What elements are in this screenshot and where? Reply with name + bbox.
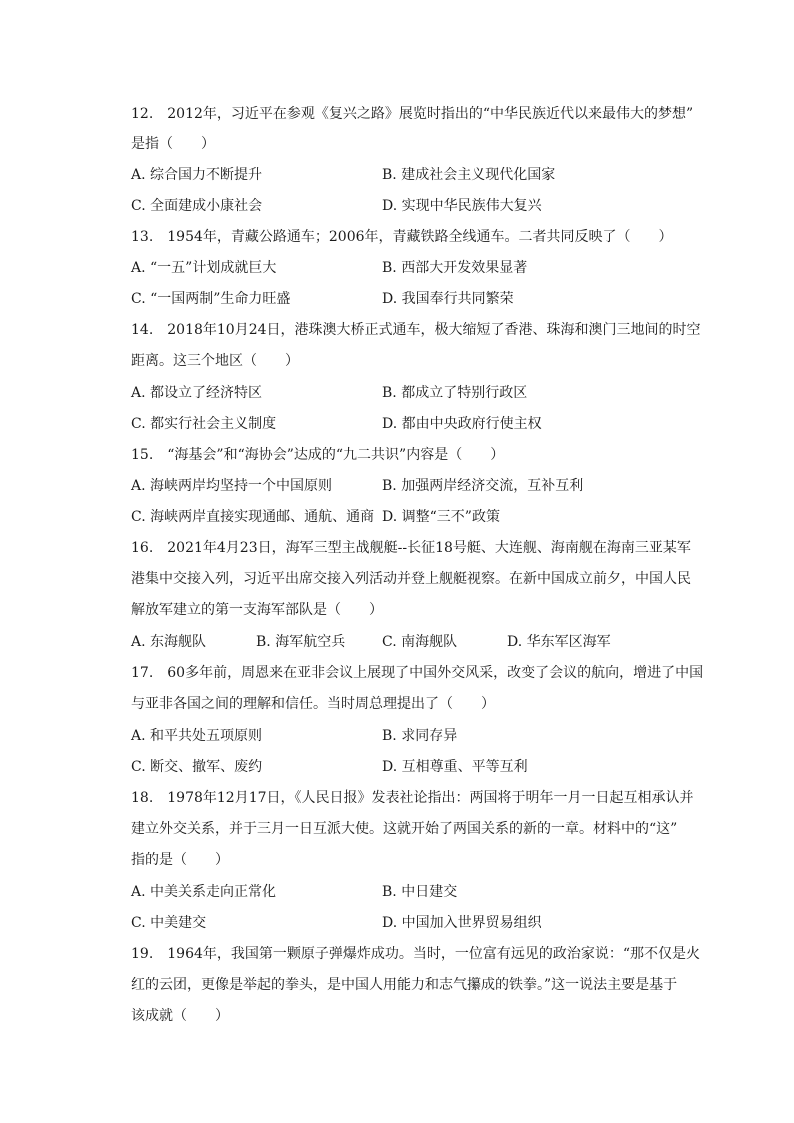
option-b[interactable]: B. 西部大开发效果显著: [382, 260, 528, 276]
question-stem-line: 13. 1954年，青藏公路通车；2006年，青藏铁路全线通车。二者共同反映了（ ）: [131, 229, 673, 245]
option-c[interactable]: C. “一国两制”生命力旺盛: [131, 291, 291, 307]
option-c[interactable]: C. 全面建成小康社会: [131, 198, 263, 214]
question-stem-line: 19. 1964年，我国第一颗原子弹爆炸成功。当时，一位富有远见的政治家说：“那不仅是火: [131, 946, 701, 962]
question-stem-line: 16. 2021年4月23日，海军三型主战舰艇--长征18号艇、大连舰、海南舰在海南三亚某军: [131, 540, 691, 556]
question-stem-line: 港集中交接入列，习近平出席交接入列活动并登上舰艇视察。在新中国成立前夕，中国人民: [131, 571, 691, 587]
option-d[interactable]: D. 调整“三不”政策: [382, 509, 500, 525]
option-c[interactable]: C. 南海舰队: [382, 634, 458, 650]
question-stem-line: 解放军建立的第一支海军部队是（ ）: [131, 602, 383, 618]
question-stem-line: 指的是（ ）: [131, 852, 229, 868]
question-stem-line: 17. 60多年前，周恩来在亚非会议上展现了中国外交风采，改变了会议的航向，增进了中国: [131, 665, 704, 681]
question-stem-line: 14. 2018年10月24日，港珠澳大桥正式通车，极大缩短了香港、珠海和澳门三地间的时空: [131, 322, 701, 338]
option-d[interactable]: D. 互相尊重、平等互利: [382, 759, 528, 775]
question-stem-line: 15. “海基会”和“海协会”达成的“九二共识”内容是（ ）: [131, 447, 505, 463]
option-b[interactable]: B. 海军航空兵: [256, 634, 346, 650]
question-stem-line: 红的云团，更像是举起的拳头，是中国人用能力和志气攥成的铁拳。”这一说法主要是基于: [131, 977, 678, 993]
question-stem-line: 18. 1978年12月17日，《人民日报》发表社论指出：两国将于明年一月一日起互相承认并: [131, 790, 694, 806]
question-stem-line: 是指（ ）: [131, 136, 215, 152]
option-a[interactable]: A. 中美关系走向正常化: [131, 884, 277, 900]
option-c[interactable]: C. 都实行社会主义制度: [131, 416, 277, 432]
option-b[interactable]: B. 中日建交: [382, 884, 458, 900]
option-b[interactable]: B. 都成立了特别行政区: [382, 385, 528, 401]
option-c[interactable]: C. 断交、撤军、废约: [131, 759, 263, 775]
option-a[interactable]: A. 都设立了经济特区: [131, 385, 263, 401]
option-d[interactable]: D. 我国奉行共同繁荣: [382, 291, 514, 307]
option-d[interactable]: D. 都由中央政府行使主权: [382, 416, 542, 432]
option-c[interactable]: C. 海峡两岸直接实现通邮、通航、通商: [131, 509, 375, 525]
option-b[interactable]: B. 加强两岸经济交流，互补互利: [382, 478, 584, 494]
question-stem-line: 12. 2012年，习近平在参观《复兴之路》展览时指出的“中华民族近代以来最伟大的梦想”: [131, 106, 694, 122]
option-b[interactable]: B. 求同存异: [382, 728, 458, 744]
option-d[interactable]: D. 实现中华民族伟大复兴: [382, 198, 542, 214]
option-d[interactable]: D. 中国加入世界贸易组织: [382, 915, 542, 931]
option-a[interactable]: A. 和平共处五项原则: [131, 728, 263, 744]
option-a[interactable]: A. 综合国力不断提升: [131, 167, 263, 183]
option-c[interactable]: C. 中美建交: [131, 915, 207, 931]
question-stem-line: 建立外交关系，并于三月一日互派大使。这就开始了两国关系的新的一章。材料中的“这”: [131, 821, 678, 837]
question-stem-line: 该成就（ ）: [131, 1008, 229, 1024]
question-stem-line: 距离。这三个地区（ ）: [131, 353, 299, 369]
option-d[interactable]: D. 华东军区海军: [507, 634, 611, 650]
option-b[interactable]: B. 建成社会主义现代化国家: [382, 167, 556, 183]
option-a[interactable]: A. 海峡两岸均坚持一个中国原则: [131, 478, 333, 494]
option-a[interactable]: A. 东海舰队: [131, 634, 207, 650]
question-stem-line: 与亚非各国之间的理解和信任。当时周总理提出了（ ）: [131, 696, 495, 712]
option-a[interactable]: A. “一五”计划成就巨大: [131, 260, 277, 276]
